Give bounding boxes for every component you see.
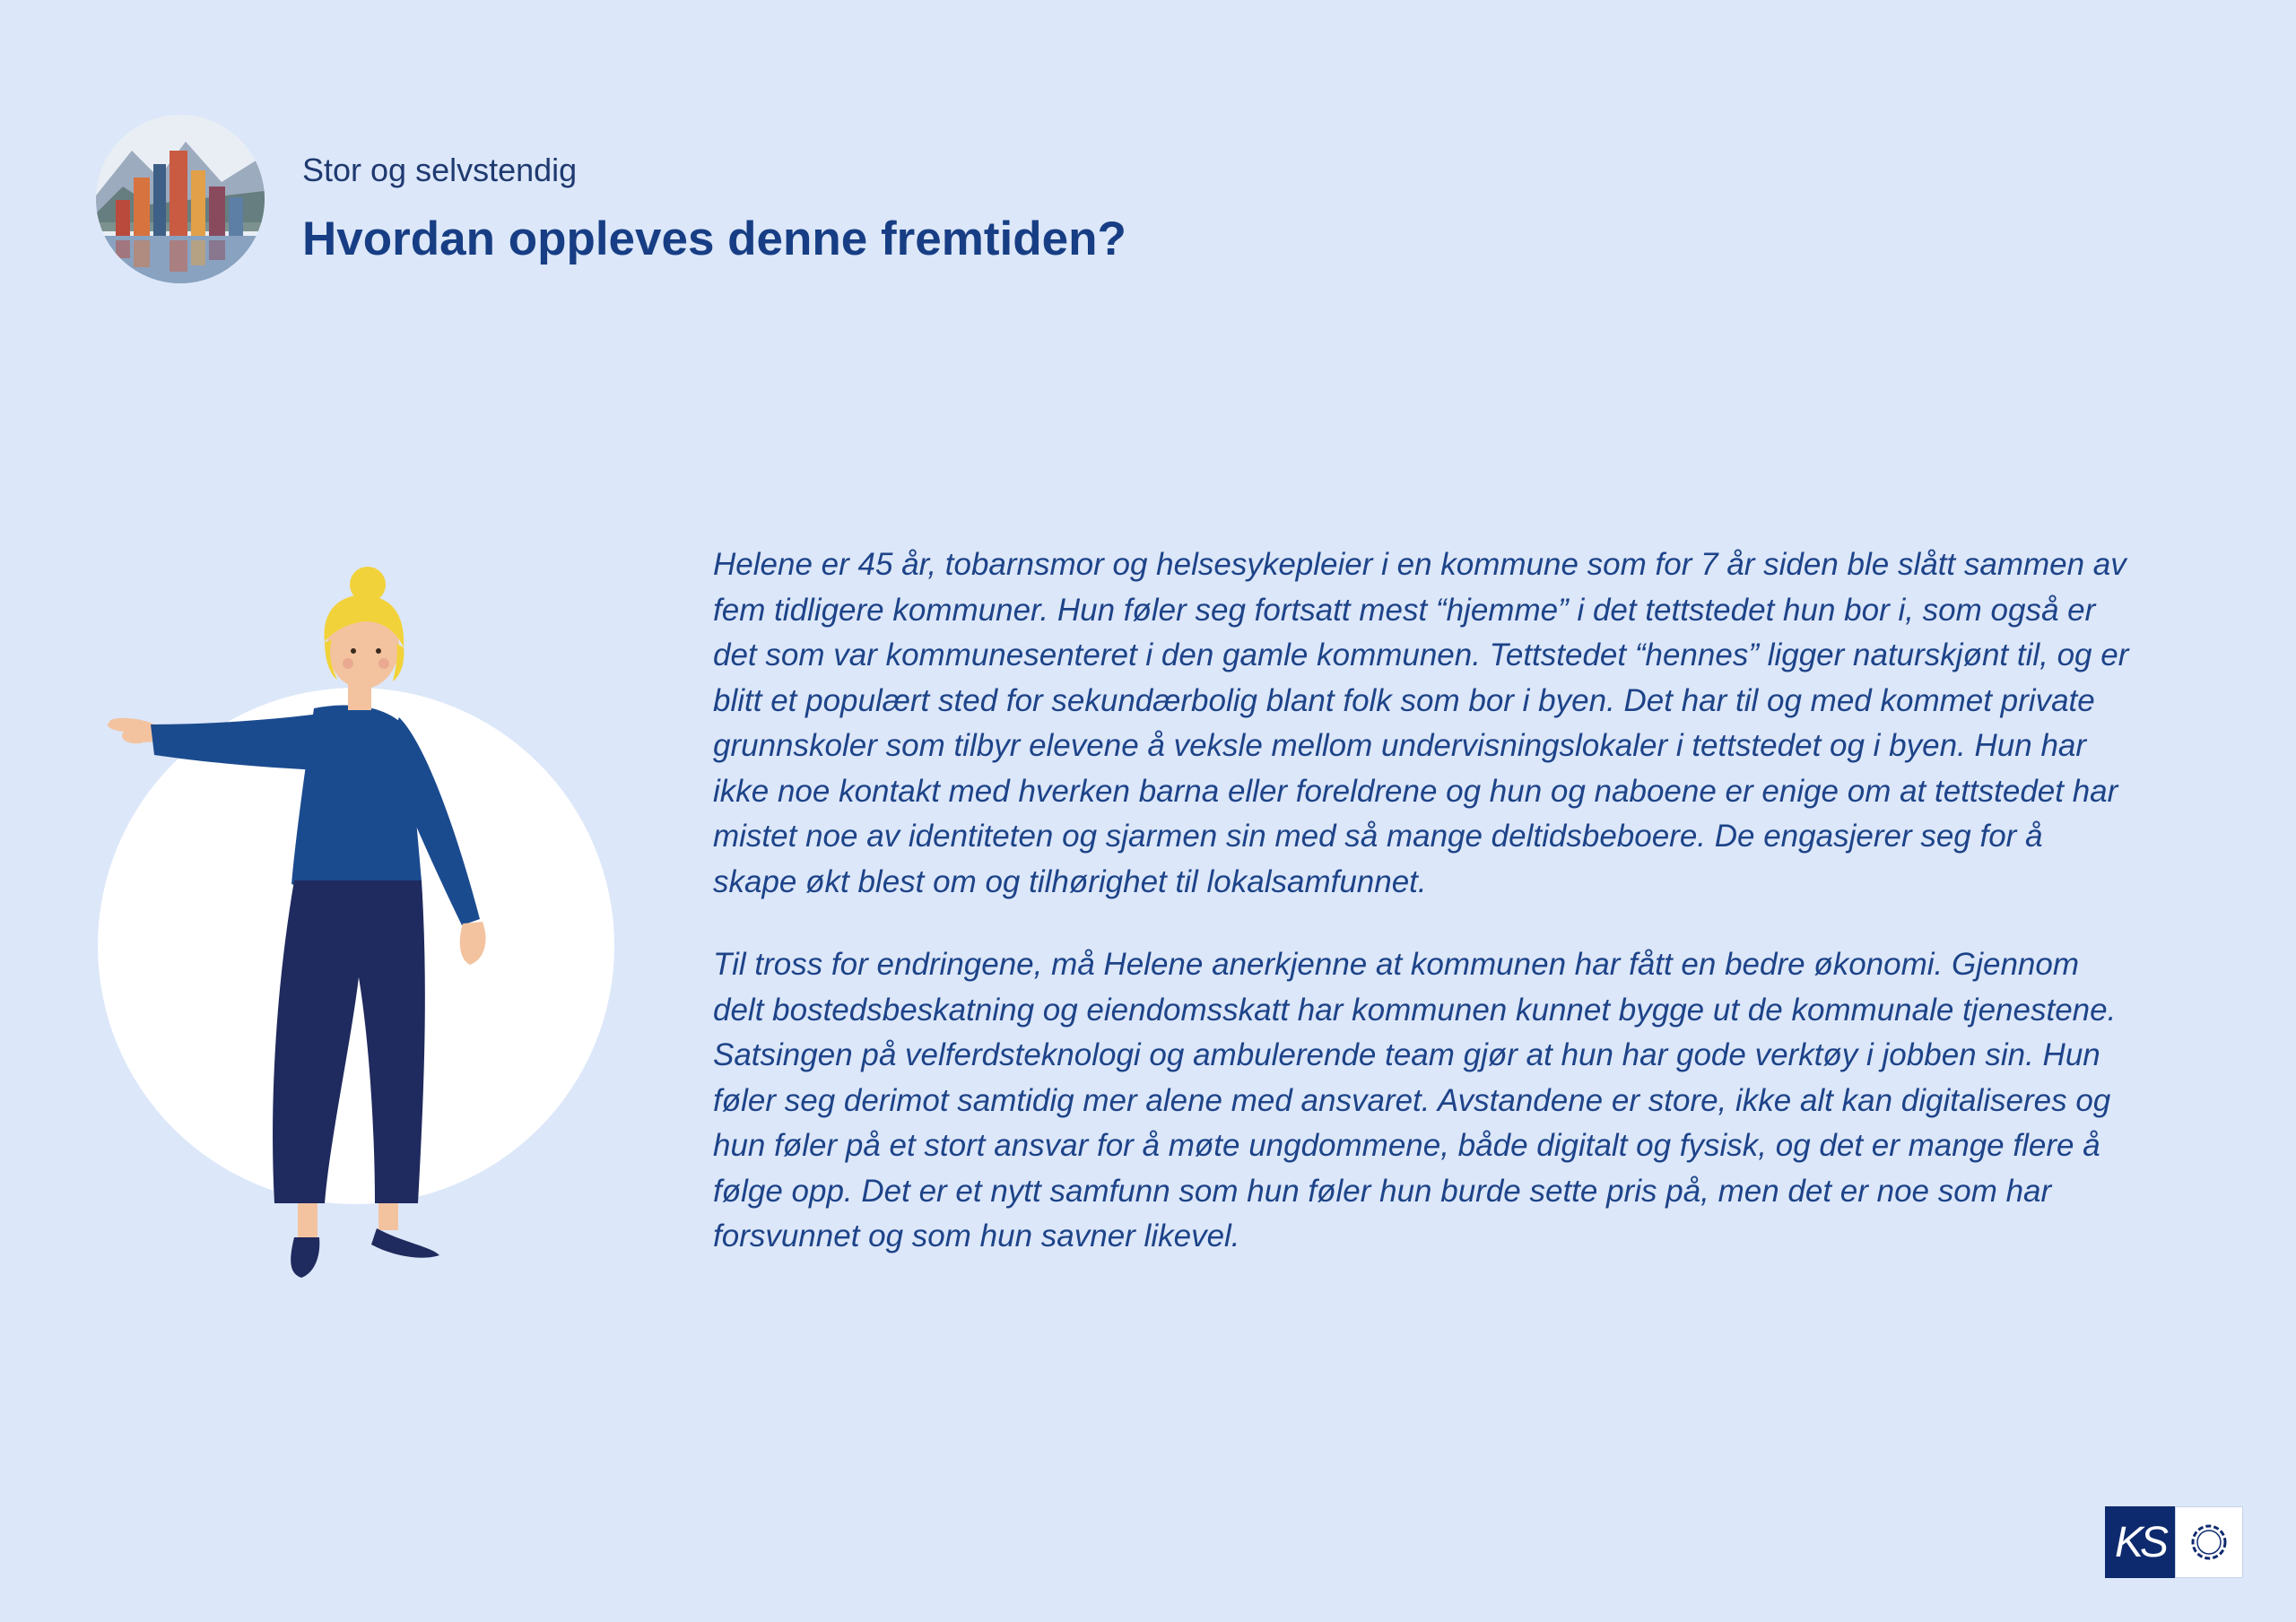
page-title: Hvordan oppleves denne fremtiden? bbox=[302, 212, 1126, 265]
story-text bbox=[713, 542, 2130, 1297]
header-titles bbox=[302, 152, 1126, 265]
ks-logo-text: KS bbox=[2105, 1506, 2175, 1578]
city-watercolor-thumbnail-icon bbox=[96, 115, 265, 283]
ks-logo bbox=[2105, 1506, 2243, 1578]
page-header bbox=[96, 115, 1126, 283]
story-paragraph-1: Helene er 45 år, tobarnsmor og helsesykepleier i en kommune som for 7 år siden ble slått sammen av fem tidligere kommuner. Hun føler seg fortsatt mest “hjemme” i det tettstedet hun bor i, som også er det som var kommunesenteret i den gamle kommunen. Tettstedet “hennes” ligger naturskjønt til, og er blitt et populært sted for sekundærbolig blant folk som bor i byen. Det har til og med kommet private grunnskoler som tilbyr elevene å veksle mellom undervisningslokaler i tettstedet og i byen. Hun har ikke noe kontakt med hverken barna eller foreldrene og hun og naboene er enige om at tettstedet har mistet noe av identiteten og sjarmen sin med så mange deltidsbeboere. De engasjerer seg for å skape økt blest om og tilhørighet til lokalsamfunnet. bbox=[713, 547, 2129, 899]
story-paragraph-2: Til tross for endringene, må Helene anerkjenne at kommunen har fått en bedre økonomi. Gjennom delt bostedsbeskatning og eiendomsskatt har kommunen kunnet bygge ut de kommunale tjenestene. Satsingen på velferdsteknologi og ambulerende team gjør at hun har gode verktøy i jobben sin. Hun føler seg derimot samtidig mer alene med ansvaret. Avstandene er store, ikke alt kan digitaliseres og hun føler på et stort ansvar for å møte ungdommene, både digitalt og fysisk, og det er mange flere å følge opp. Det er et nytt samfunn som hun føler hun burde sette pris på, men det er noe som har forsvunnet og som hun savner likevel. bbox=[713, 947, 2117, 1253]
ring-logo-icon bbox=[2175, 1506, 2243, 1578]
woman-illustration-icon bbox=[90, 565, 628, 1300]
page-subtitle: Stor og selvstendig bbox=[302, 152, 578, 188]
